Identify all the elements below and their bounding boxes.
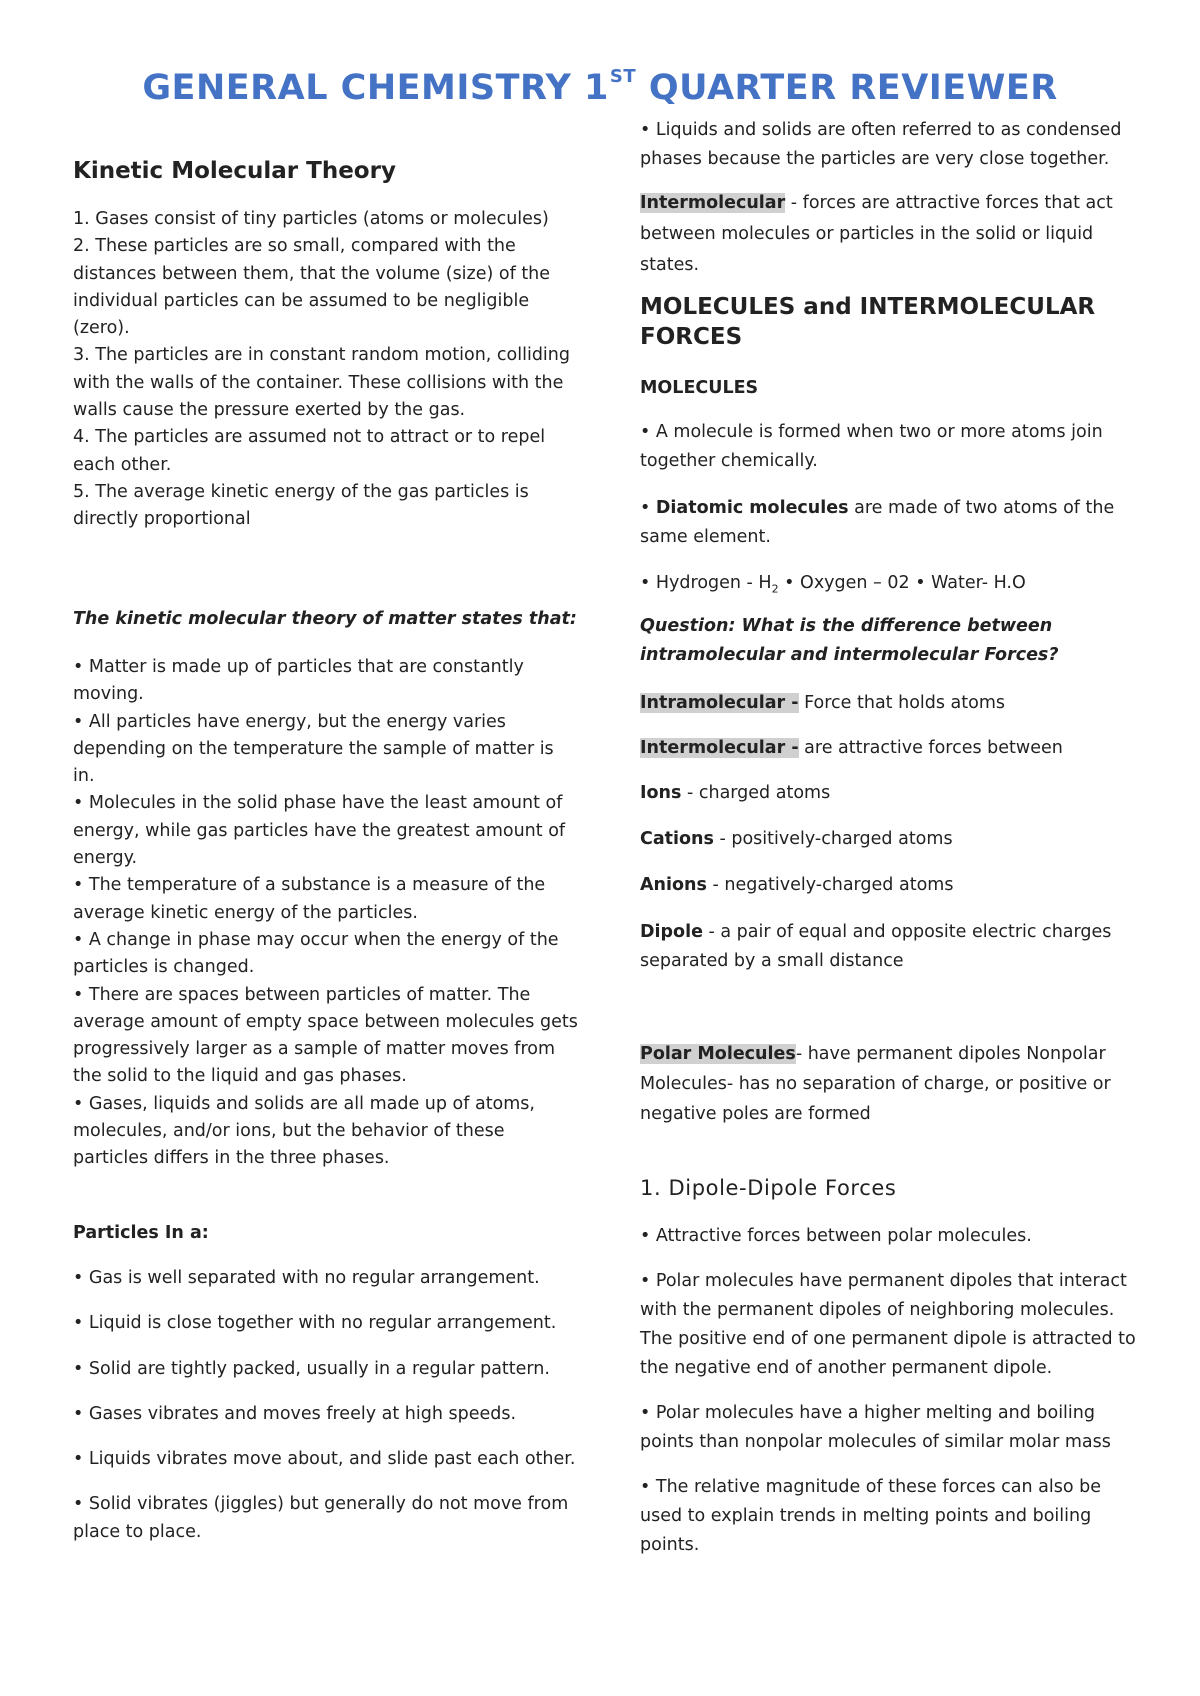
example-others: • Oxygen – 02 • Water- H.O [778, 573, 1026, 593]
molecules-subheading: MOLECULES [640, 378, 759, 398]
cations-definition [640, 826, 1145, 853]
ions-def: - charged atoms [681, 783, 831, 803]
dipole-definition [640, 918, 1145, 976]
states-point: • Matter is made up of particles that are constantly moving. [73, 657, 524, 705]
diatomic-bullet: • [640, 498, 656, 518]
particles-point: • Solid vibrates (jiggles) but generally do not move from place to place. [73, 1494, 569, 1542]
kmt-point: 4. The particles are assumed not to attract or to repel each other. [73, 427, 546, 475]
condensed-text: • Liquids and solids are often referred to as condensed phases because the particles are very close together. [640, 120, 1122, 169]
dipole-term: Dipole [640, 922, 703, 942]
kmt-point: 3. The particles are in constant random motion, colliding with the walls of the container. These collisions with the walls cause the pressure exerted by the gas. [73, 345, 570, 421]
ions-term: Ions [640, 783, 682, 803]
anions-term: Anions [640, 875, 707, 895]
dipole-def: - a pair of equal and opposite electric charges separated by a small distance [640, 922, 1112, 971]
kmt-heading: Kinetic Molecular Theory [73, 158, 396, 184]
page-title [0, 66, 1200, 108]
molecule-examples [640, 570, 1145, 603]
title-superscript: ST [609, 66, 637, 87]
polar-definition [640, 1039, 1145, 1129]
states-list [73, 654, 578, 1173]
cations-term: Cations [640, 829, 714, 849]
dd-point: • Attractive forces between polar molecules. [640, 1226, 1032, 1246]
molecules-heading: MOLECULES and INTERMOLECULAR FORCES [640, 294, 1096, 350]
intramolecular-definition [640, 690, 1145, 717]
intermolecular-def: - forces are attractive forces that act between molecules or particles in the solid or liquid states. [640, 193, 1113, 275]
states-point: • All particles have energy, but the energy varies depending on the temperature the sample of matter is in. [73, 711, 554, 787]
particles-point: • Gases vibrates and moves freely at high speeds. [73, 1403, 517, 1424]
particles-point: • Gas is well separated with no regular arrangement. [73, 1268, 540, 1288]
anions-definition [640, 872, 1145, 899]
intermolecular-term: Intermolecular [640, 193, 786, 213]
intramolecular-def: Force that holds atoms [798, 693, 1006, 713]
particles-point: • Liquid is close together with no regular arrangement. [73, 1313, 557, 1334]
intramolecular-term: Intramolecular - [640, 693, 799, 713]
particles-point: • Liquids vibrates move about, and slide past each other. [73, 1449, 576, 1470]
question-text: Question: What is the difference between intramolecular and intermolecular Forces? [640, 616, 1059, 665]
polar-def: - have permanent dipoles Nonpolar Molecules- has no separation of charge, or positive or negative poles are formed [640, 1044, 1111, 1124]
ions-definition [640, 780, 1145, 807]
diatomic-definition [640, 494, 1145, 552]
kmt-point: 5. The average kinetic energy of the gas particles is directly proportional [73, 481, 529, 530]
title-rest: QUARTER REVIEWER [636, 68, 1058, 108]
polar-term: Polar Molecules [640, 1044, 796, 1064]
states-point: • Molecules in the solid phase have the least amount of energy, while gas particles have the greatest amount of energy. [73, 793, 566, 869]
kmt-point: 2. These particles are so small, compared with the distances between them, that the volume (size) of the individual particles can be assumed to be negligible (zero). [73, 236, 551, 339]
diatomic-def: are made of two atoms of the same element. [640, 498, 1115, 547]
kmt-point: 1. Gases consist of tiny particles (atoms or molecules) [73, 209, 549, 229]
cations-def: - positively-charged atoms [713, 829, 953, 849]
states-point: • A change in phase may occur when the energy of the particles is changed. [73, 929, 559, 978]
states-point: • Gases, liquids and solids are all made up of atoms, molecules, and/or ions, but the behavior of these particles differs in the three phases. [73, 1093, 535, 1169]
particles-heading: Particles In a: [73, 1223, 209, 1243]
intermolecular-definition [640, 188, 1145, 281]
intermolecular-term-2: Intermolecular - [640, 738, 799, 758]
title-main: GENERAL CHEMISTRY 1 [142, 68, 609, 108]
intermolecular-definition-2 [640, 735, 1145, 762]
states-heading: The kinetic molecular theory of matter states that: [73, 609, 577, 629]
dipole-dipole-heading: 1. Dipole-Dipole Forces [640, 1176, 897, 1200]
example-hydrogen-sub: 2 [771, 582, 779, 596]
molecule-definition: • A molecule is formed when two or more atoms join together chemically. [640, 422, 1103, 471]
diatomic-term: Diatomic molecules [655, 498, 849, 518]
dd-point: • The relative magnitude of these forces can also be used to explain trends in melting points and boiling points. [640, 1477, 1101, 1555]
intermolecular-def-2: are attractive forces between [798, 738, 1063, 758]
states-point: • There are spaces between particles of matter. The average amount of empty space between molecules gets progressively larger as a sample of matter moves from the solid to the liquid and gas phases. [73, 984, 578, 1087]
dd-point: • Polar molecules have a higher melting and boiling points than nonpolar molecules of similar molar mass [640, 1403, 1111, 1452]
particles-point: • Solid are tightly packed, usually in a regular pattern. [73, 1358, 550, 1379]
example-hydrogen: • Hydrogen - H [640, 573, 772, 593]
anions-def: - negatively-charged atoms [706, 875, 954, 895]
kmt-list [73, 206, 578, 534]
dd-point: • Polar molecules have permanent dipoles that interact with the permanent dipoles of neighboring molecules. The positive end of one permanent dipole is attracted to the negative end of another permanent dipole. [640, 1271, 1136, 1378]
particles-list [73, 1265, 578, 1546]
dipole-dipole-list [640, 1222, 1145, 1560]
states-point: • The temperature of a substance is a measure of the average kinetic energy of the particles. [73, 875, 546, 923]
